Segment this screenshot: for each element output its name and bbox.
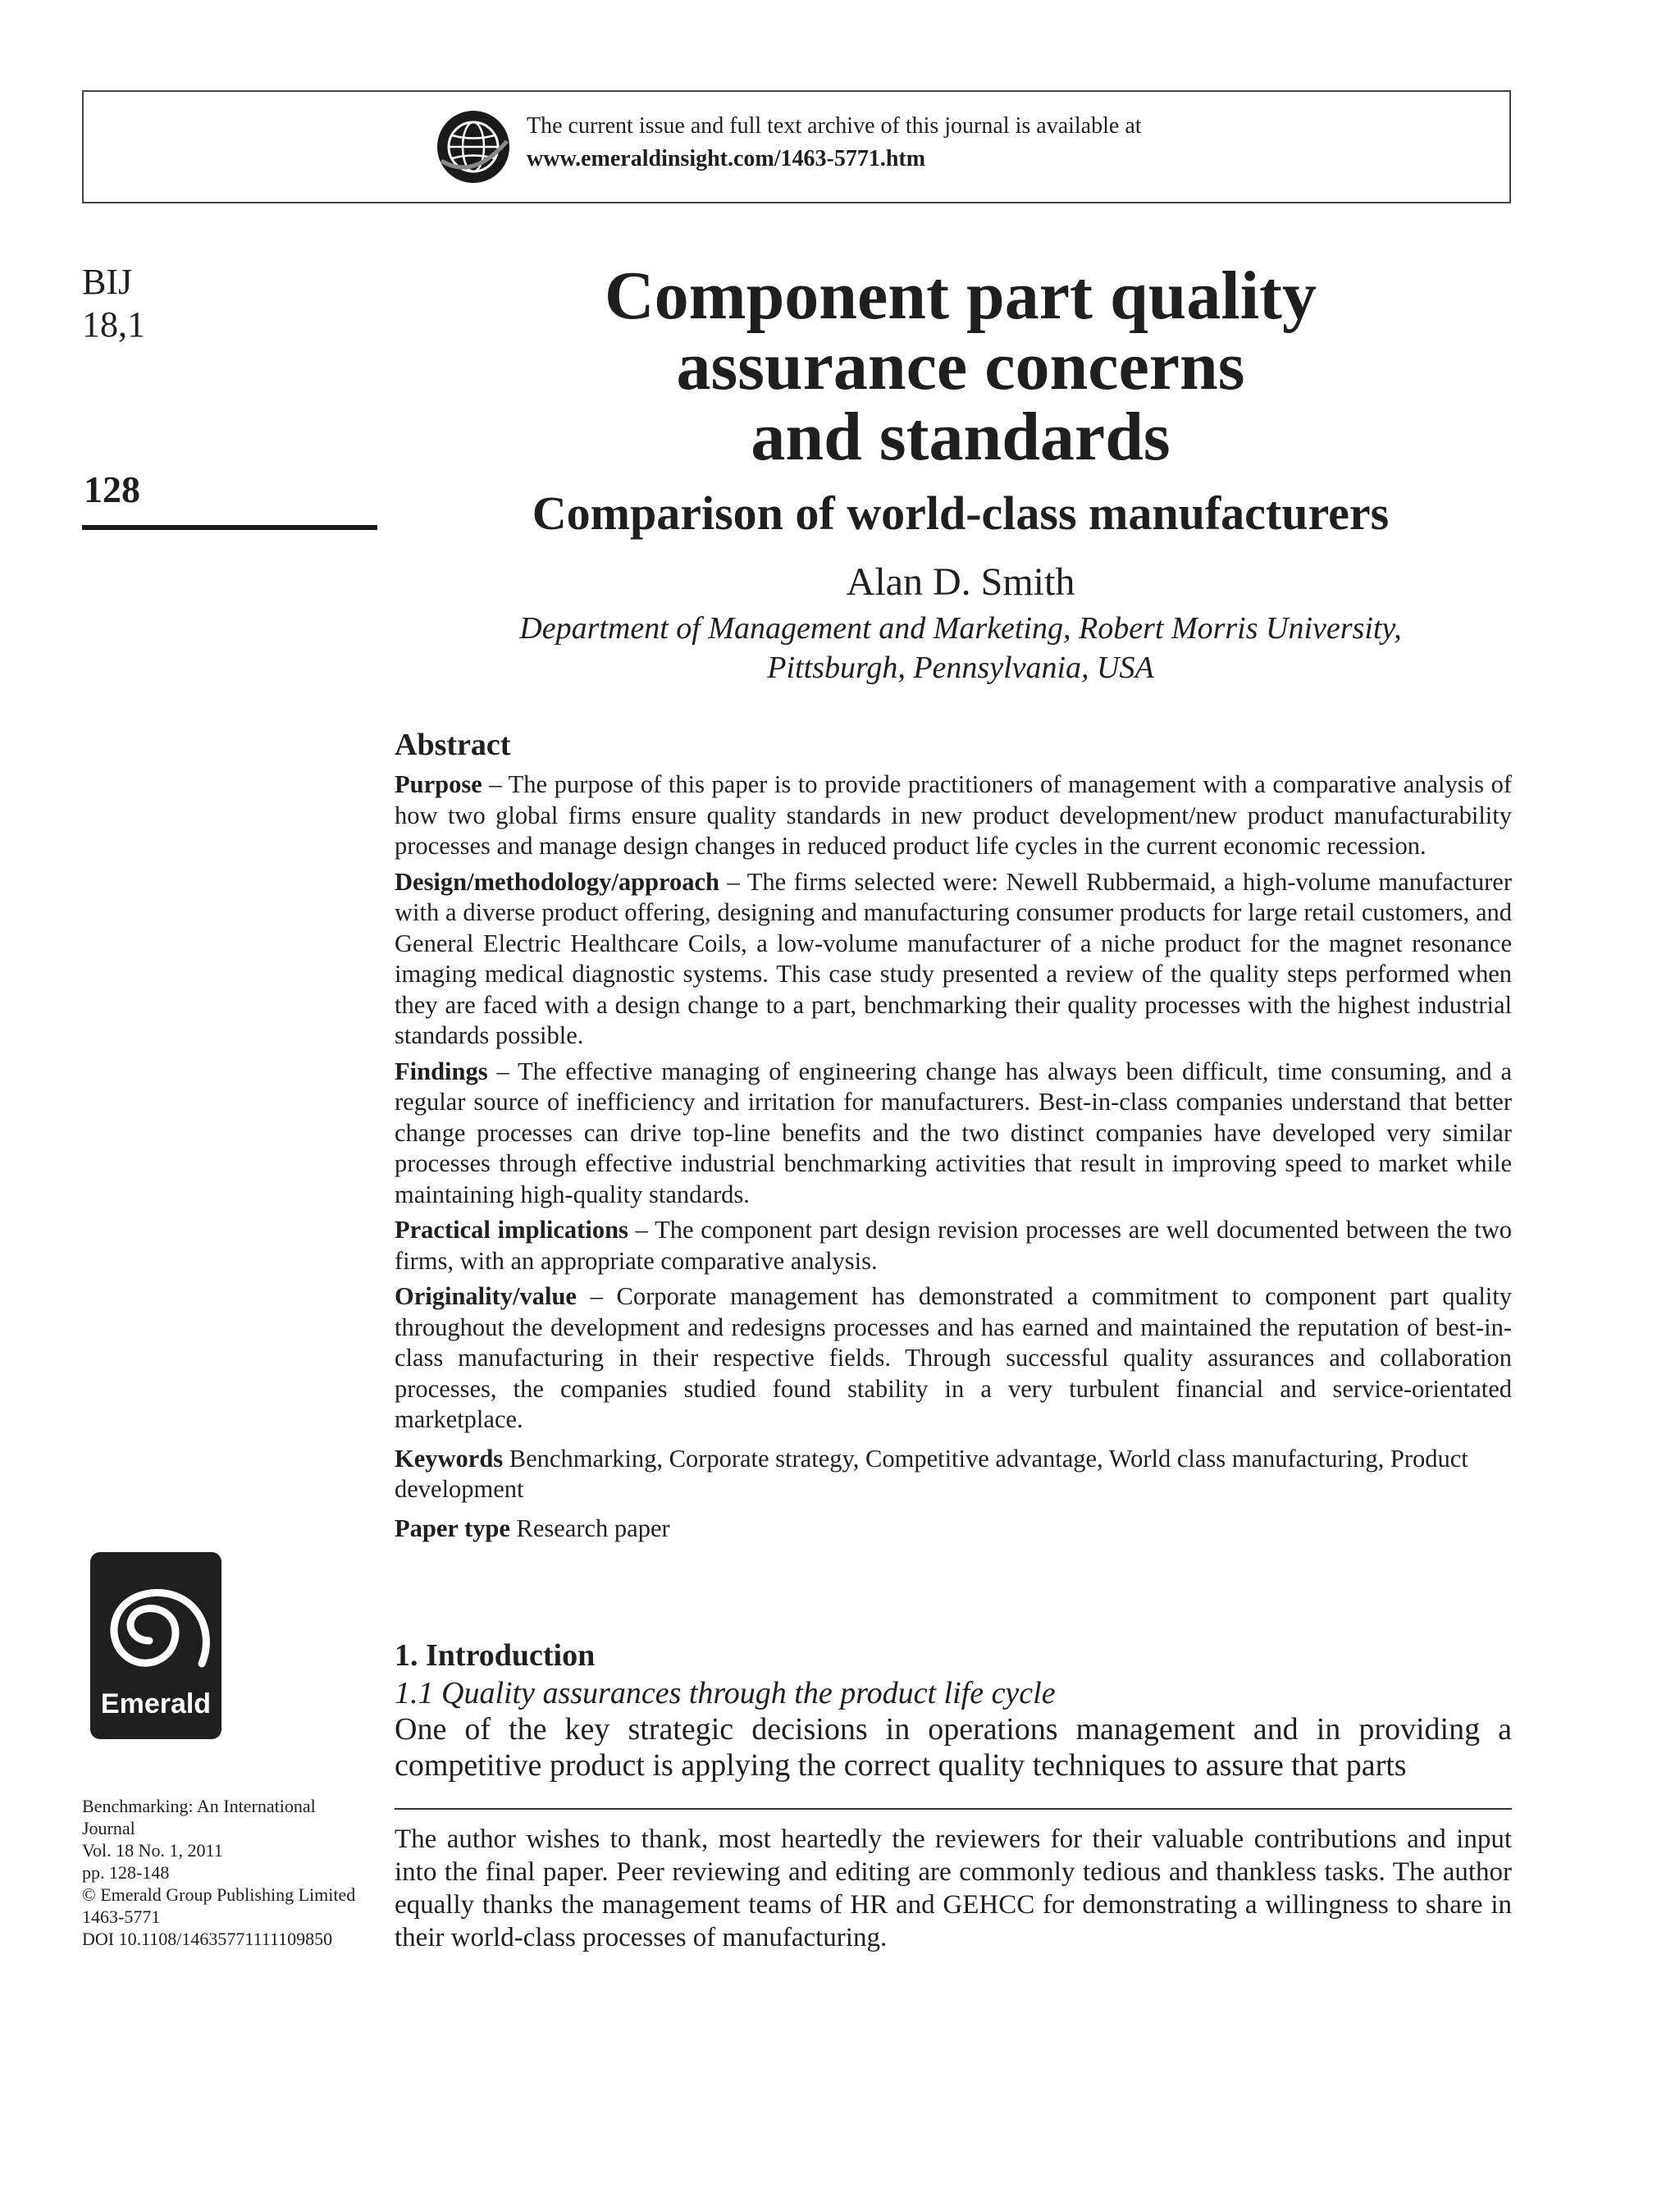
author-name: Alan D. Smith (846, 560, 1075, 604)
abstract-design (395, 867, 1512, 1052)
acknowledgement-footnote: The author wishes to thank, most heartedly the reviewers for their valuable contributions and input into the final paper. Peer reviewing and editing are commonly tedious and thankless tasks. The author equally thanks the management teams of HR and GEHCC for demonstrating a willingness to share in their world-class processes of manufacturing. (395, 1824, 1512, 1952)
logo-wordmark: Emerald (100, 1688, 212, 1719)
section-label: Practical implications (395, 1216, 628, 1244)
journal-abbreviation: BIJ (82, 262, 133, 302)
title-line: and standards (751, 399, 1171, 475)
section-text: – Corporate management has demonstrated a commitment to component part quality throughout the development and redesigns processes and has earned and maintained the reputation of best-in-class manufacturing in their respective fields. Through successful quality assurances and collaboration processes, the companies studied found stability in a very turbulent financial and service-orientated marketplace. (395, 1282, 1512, 1433)
intro-heading: 1. Introduction (395, 1638, 596, 1673)
paper-title (410, 258, 1511, 475)
affiliation-line: Pittsburgh, Pennsylvania, USA (767, 651, 1154, 685)
pubinfo-line: © Emerald Group Publishing Limited (82, 1884, 356, 1905)
section-text: – The effective managing of engineering change has always been difficult, time consuming, and a regular source of inefficiency and irritation for manufacturers. Best-in-class companies understand that better change processes can drive top-line benefits and the two distinct companies have developed very similar processes through effective industrial benchmarking activities that result in improving speed to market while maintaining high-quality standards. (395, 1057, 1512, 1208)
affiliation-line: Department of Management and Marketing, Robert Morris University, (519, 611, 1402, 646)
journal-availability-banner (82, 90, 1511, 203)
section-label: Findings (395, 1057, 488, 1085)
abstract-heading: Abstract (395, 728, 511, 762)
abstract-originality (395, 1281, 1512, 1436)
section-text: – The firms selected were: Newell Rubbermaid, a high-volume manufacturer with a diverse product offering, designing and manufacturing consumer products for large retail customers, and General Electric Healthcare Coils, a low-volume manufacturer of a niche product for the magnet resonance imaging medical diagnostic systems. This case study presented a review of the quality steps performed when they are faced with a design change to a part, benchmarking their quality processes with the highest industrial standards possible. (395, 867, 1512, 1049)
publication-info (82, 1795, 386, 1950)
abstract-practical (395, 1215, 1512, 1276)
intro-subheading: 1.1 Quality assurances through the product life cycle (395, 1676, 1056, 1710)
abstract-keywords (395, 1444, 1512, 1505)
section-text: Benchmarking, Corporate strategy, Competitive advantage, World class manufacturing, Product development (395, 1444, 1468, 1503)
section-text: – The component part design revision processes are well documented between the two firms, with an appropriate comparative analysis. (395, 1216, 1512, 1275)
pubinfo-line: pp. 128-148 (82, 1862, 170, 1883)
abstract-body (395, 769, 1512, 1549)
page-number: 128 (84, 468, 140, 510)
banner-text: The current issue and full text archive of this journal is available at (527, 113, 1142, 139)
title-line: assurance concerns (676, 328, 1245, 404)
globe-icon (435, 108, 512, 185)
journal-url-link[interactable]: www.emeraldinsight.com/1463-5771.htm (527, 146, 926, 171)
abstract-purpose (395, 769, 1512, 862)
margin-rule (82, 525, 377, 530)
section-text: – The purpose of this paper is to provide practitioners of management with a comparative analysis of how two global firms ensure quality standards in new product development/new product manufacturability processes and manage design changes in reduced product life cycles in the current economic recession. (395, 770, 1512, 860)
pubinfo-line: Journal (82, 1818, 135, 1838)
section-label: Paper type (395, 1514, 510, 1542)
section-text: Research paper (509, 1514, 670, 1542)
author-affiliation (410, 609, 1511, 687)
section-label: Originality/value (395, 1282, 577, 1310)
volume-issue: 18,1 (82, 304, 145, 345)
abstract-paper-type (395, 1514, 1512, 1545)
intro-paragraph: One of the key strategic decisions in operations management and in providing a competitive product is applying the correct quality techniques to assure that parts (395, 1712, 1512, 1783)
pubinfo-line: 1463-5771 (82, 1906, 161, 1927)
emerald-logo (90, 1552, 221, 1739)
pubinfo-line: Benchmarking: An International (82, 1796, 316, 1816)
title-line: Component part quality (604, 258, 1317, 334)
abstract-findings (395, 1057, 1512, 1211)
doi-link[interactable]: DOI 10.1108/14635771111109850 (82, 1929, 333, 1949)
journal-citation (82, 261, 145, 346)
section-label: Design/methodology/approach (395, 867, 719, 896)
paper-subtitle: Comparison of world-class manufacturers (532, 486, 1390, 540)
pubinfo-line: Vol. 18 No. 1, 2011 (82, 1840, 223, 1861)
section-label: Purpose (395, 770, 482, 798)
footnote-divider (395, 1808, 1512, 1810)
section-label: Keywords (395, 1444, 504, 1473)
